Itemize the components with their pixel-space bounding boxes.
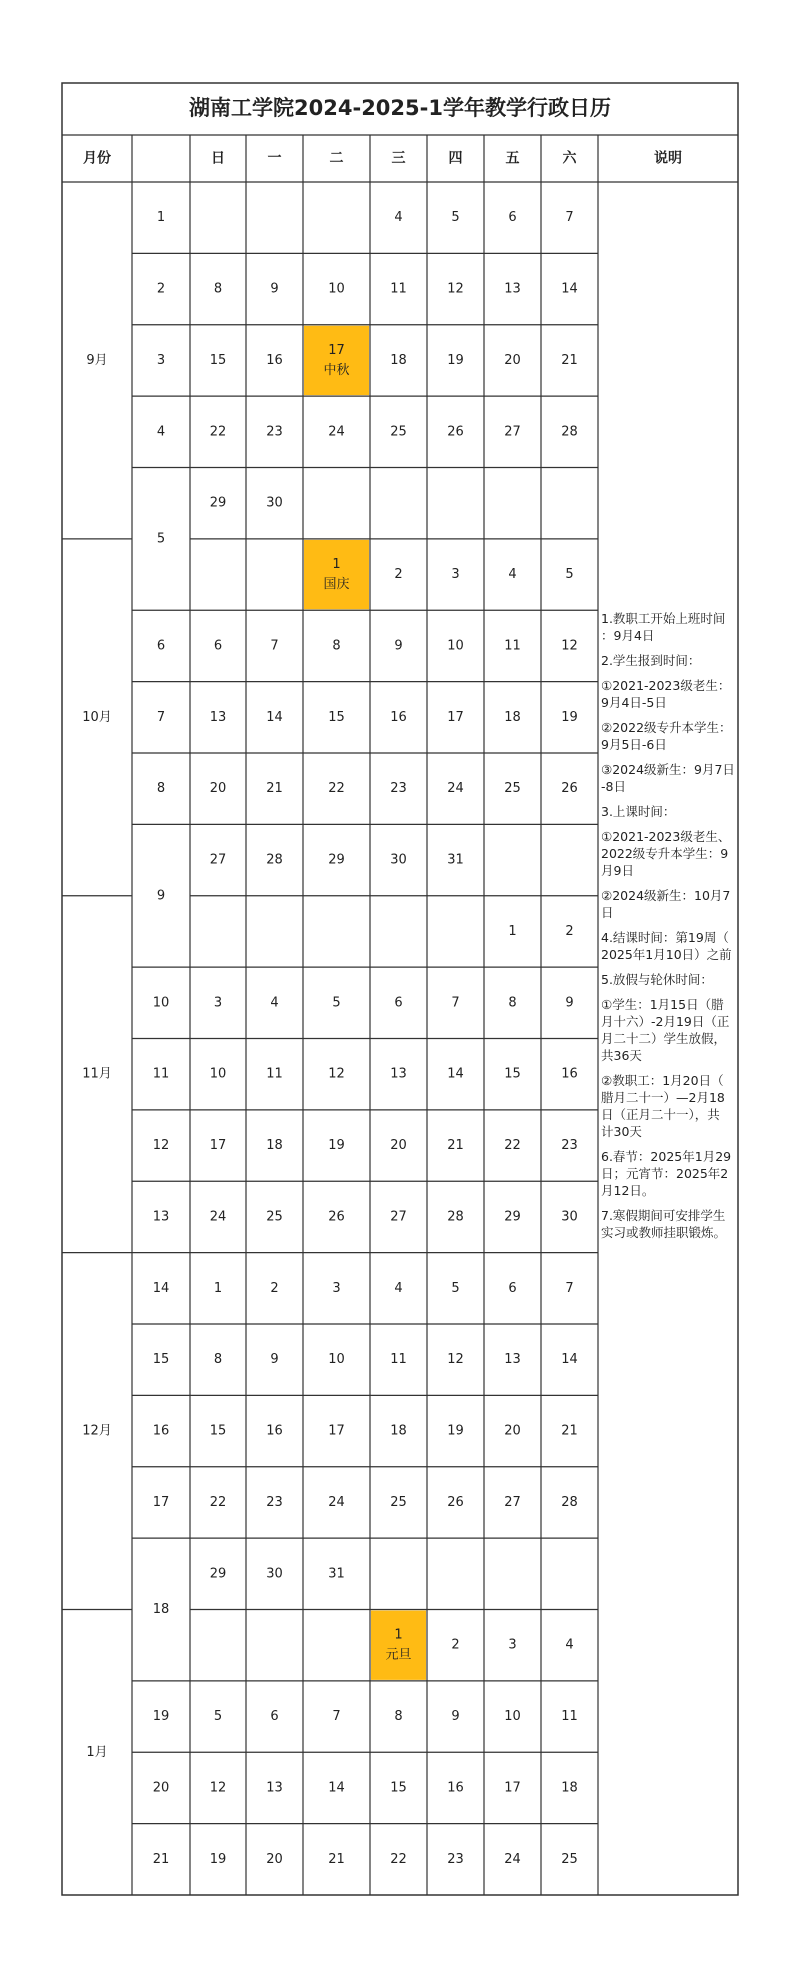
day-cell: 14 (266, 709, 283, 725)
day-cell: 17 (209, 1138, 227, 1154)
day-cell: 30 (266, 1566, 283, 1582)
day-cell: 26 (561, 781, 578, 797)
day-cell: 19 (209, 1851, 227, 1867)
holiday-cell (371, 1611, 426, 1680)
day-cell: 31 (447, 852, 464, 868)
day-cell: 4 (565, 1637, 574, 1653)
day-cell: 15 (209, 1423, 227, 1439)
note-line: 日；元宵节：2025年2 (601, 1166, 729, 1181)
note-line: 2022级专升本学生：9 (601, 846, 729, 861)
day-cell: 22 (328, 781, 345, 797)
day-cell: 23 (390, 781, 407, 797)
day-cell: 21 (328, 1851, 345, 1867)
month-label: 12月 (82, 1423, 112, 1439)
week-number: 21 (152, 1851, 170, 1867)
day-cell: 10 (504, 1709, 521, 1725)
day-cell: 6 (508, 210, 517, 226)
holiday-cell (304, 540, 369, 609)
day-cell: 19 (447, 1423, 464, 1439)
day-cell: 30 (266, 495, 283, 511)
page-title: 湖南工学院2024-2025-1学年教学行政日历 (189, 96, 611, 120)
day-cell: 9 (270, 1352, 279, 1368)
highlight-layer (304, 326, 426, 1680)
note-line: 计30天 (601, 1124, 642, 1139)
note-line: 9月5日-6日 (601, 737, 667, 752)
day-cell: 30 (561, 1209, 578, 1225)
day-cell: 25 (504, 781, 521, 797)
day-cell: 12 (561, 638, 578, 654)
day-cell: 24 (209, 1209, 227, 1225)
day-cell: 29 (209, 1566, 227, 1582)
month-label: 1月 (86, 1744, 108, 1760)
holiday-date: 1 (394, 1627, 403, 1643)
day-cell: 26 (328, 1209, 345, 1225)
day-cell: 4 (394, 210, 403, 226)
day-cell: 13 (504, 1352, 521, 1368)
day-cell: 12 (328, 1066, 345, 1082)
day-cell: 17 (504, 1780, 521, 1796)
header-cell: 六 (562, 150, 577, 167)
note-line: 日（正月二十一），共 (601, 1107, 720, 1122)
day-cell: 9 (394, 638, 403, 654)
day-cell: 18 (266, 1138, 283, 1154)
note-line: 1.教职工开始上班时间 (601, 611, 726, 626)
note-line: ①2021-2023级老生、 (601, 829, 731, 844)
day-cell: 29 (209, 495, 227, 511)
day-cell: 3 (508, 1637, 517, 1653)
day-cell: 20 (504, 352, 521, 368)
header-cell: 二 (329, 150, 344, 167)
note-line: 月十六）-2月19日（正 (601, 1014, 730, 1029)
day-cell: 7 (451, 995, 460, 1011)
day-cell: 21 (561, 1423, 578, 1439)
day-cell: 24 (504, 1851, 521, 1867)
week-number: 7 (156, 709, 166, 725)
day-cell: 15 (209, 352, 227, 368)
day-cell: 2 (270, 1280, 279, 1296)
day-cell: 5 (451, 1280, 460, 1296)
day-cell: 21 (447, 1138, 464, 1154)
day-cell: 22 (504, 1138, 521, 1154)
note-line: ①2021-2023级老生： (601, 678, 731, 693)
week-number: 10 (152, 995, 170, 1011)
note-line: 2025年1月10日）之前 (601, 947, 732, 962)
holiday-cell (304, 326, 369, 395)
day-cell: 8 (213, 281, 223, 297)
day-cell: 20 (504, 1423, 521, 1439)
day-cell: 7 (565, 210, 574, 226)
day-cell: 6 (508, 1280, 517, 1296)
note-line: 6.春节：2025年1月29 (601, 1149, 732, 1164)
note-line: 4.结课时间：第19周（ (601, 930, 729, 945)
day-cell: 24 (328, 1494, 345, 1510)
note-line: 2.学生报到时间： (601, 653, 701, 668)
day-cell: 13 (390, 1066, 407, 1082)
day-cell: 1 (213, 1280, 223, 1296)
day-cell: 3 (213, 995, 223, 1011)
day-cell: 27 (390, 1209, 407, 1225)
note-line: 共36天 (601, 1048, 642, 1063)
day-cell: 17 (447, 709, 464, 725)
day-cell: 18 (390, 1423, 407, 1439)
week-number: 3 (156, 352, 166, 368)
note-line: 月二十二）学生放假， (601, 1031, 727, 1046)
day-cell: 19 (447, 352, 464, 368)
day-cell: 25 (561, 1851, 578, 1867)
day-cell: 26 (447, 424, 464, 440)
day-cell: 31 (328, 1566, 345, 1582)
day-cell: 18 (390, 352, 407, 368)
week-number: 11 (152, 1066, 170, 1082)
day-cell: 14 (328, 1780, 345, 1796)
day-cell: 30 (390, 852, 407, 868)
day-cell: 17 (328, 1423, 345, 1439)
note-line: 月9日 (601, 863, 634, 878)
note-line: 7.寒假期间可安排学生 (601, 1208, 726, 1223)
day-cell: 13 (209, 709, 227, 725)
header-cell: 一 (267, 150, 282, 167)
day-cell: 16 (266, 1423, 283, 1439)
note-line: 5.放假与轮休时间： (601, 972, 713, 987)
day-cell: 7 (332, 1709, 341, 1725)
day-cell: 10 (328, 1352, 345, 1368)
note-line: ：9月4日 (601, 628, 655, 643)
day-cell: 13 (504, 281, 521, 297)
week-number: 16 (152, 1423, 170, 1439)
day-cell: 11 (266, 1066, 283, 1082)
day-cell: 20 (266, 1851, 283, 1867)
day-cell: 28 (266, 852, 283, 868)
note-line: ②2022级专升本学生： (601, 720, 732, 735)
day-cell: 2 (565, 923, 574, 939)
week-number: 12 (152, 1138, 170, 1154)
day-cell: 2 (394, 567, 403, 583)
day-cell: 27 (209, 852, 227, 868)
day-cell: 14 (561, 1352, 578, 1368)
day-cell: 8 (213, 1352, 223, 1368)
month-label: 11月 (82, 1066, 112, 1082)
note-line: 3.上课时间： (601, 804, 676, 819)
note-line: ②教职工：1月20日（ (601, 1073, 724, 1088)
month-label: 9月 (86, 352, 108, 368)
day-cell: 7 (565, 1280, 574, 1296)
note-line: ③2024级新生：9月7日 (601, 762, 735, 777)
day-cell: 12 (447, 1352, 464, 1368)
day-cell: 14 (447, 1066, 464, 1082)
day-cell: 19 (328, 1138, 345, 1154)
day-cell: 23 (561, 1138, 578, 1154)
day-cell: 10 (209, 1066, 227, 1082)
week-number: 17 (152, 1494, 170, 1510)
day-cell: 5 (213, 1709, 223, 1725)
day-cell: 22 (209, 424, 227, 440)
day-cell: 9 (270, 281, 279, 297)
header-cell: 月份 (83, 150, 111, 167)
holiday-date: 1 (332, 557, 341, 573)
note-line: 月12日。 (601, 1183, 655, 1198)
day-cell: 6 (213, 638, 223, 654)
note-line: 腊月二十一）—2月18 (601, 1090, 725, 1105)
day-cell: 28 (561, 424, 578, 440)
day-cell: 23 (266, 1494, 283, 1510)
day-cell: 23 (266, 424, 283, 440)
week-number: 15 (152, 1352, 170, 1368)
day-cell: 22 (209, 1494, 227, 1510)
note-line: 实习或教师挂职锻炼。 (601, 1225, 727, 1240)
day-cell: 9 (565, 995, 574, 1011)
notes-column (601, 611, 735, 1240)
day-cell: 5 (332, 995, 341, 1011)
day-cell: 15 (504, 1066, 521, 1082)
day-cell: 2 (451, 1637, 460, 1653)
header-cell: 四 (448, 150, 463, 167)
day-cell: 5 (565, 567, 574, 583)
day-cell: 4 (508, 567, 517, 583)
week-number: 20 (152, 1780, 170, 1796)
day-cell: 27 (504, 424, 521, 440)
day-cell: 28 (447, 1209, 464, 1225)
week-number: 13 (152, 1209, 170, 1225)
day-cell: 7 (270, 638, 279, 654)
day-cell: 16 (266, 352, 283, 368)
note-line: 9月4日-5日 (601, 695, 667, 710)
day-cell: 6 (270, 1709, 279, 1725)
day-cell: 11 (390, 281, 407, 297)
note-line: ①学生：1月15日（腊 (601, 997, 724, 1012)
day-cell: 23 (447, 1851, 464, 1867)
day-cell: 4 (270, 995, 279, 1011)
header-cell: 三 (391, 150, 406, 167)
day-cell: 1 (508, 923, 517, 939)
day-cell: 8 (508, 995, 517, 1011)
header-cell: 五 (505, 150, 520, 167)
header-cell: 说明 (654, 150, 682, 167)
day-cell: 10 (328, 281, 345, 297)
day-cell: 16 (390, 709, 407, 725)
day-cell: 16 (561, 1066, 578, 1082)
holiday-name: 元旦 (385, 1647, 412, 1663)
holiday-date: 17 (328, 342, 345, 358)
day-cell: 12 (209, 1780, 227, 1796)
day-cell: 6 (394, 995, 403, 1011)
day-cell: 8 (394, 1709, 403, 1725)
week-number: 6 (156, 638, 166, 654)
day-cell: 24 (447, 781, 464, 797)
day-cell: 18 (561, 1780, 578, 1796)
day-cell: 16 (447, 1780, 464, 1796)
week-number: 9 (156, 888, 166, 904)
month-label: 10月 (82, 709, 112, 725)
week-number: 1 (156, 210, 166, 226)
note-line: ②2024级新生：10月7 (601, 888, 731, 903)
header-cell: 日 (211, 150, 225, 167)
day-cell: 9 (451, 1709, 460, 1725)
day-cell: 24 (328, 424, 345, 440)
day-cell: 25 (390, 1494, 407, 1510)
day-cell: 25 (266, 1209, 283, 1225)
day-cell: 14 (561, 281, 578, 297)
week-number: 19 (152, 1709, 170, 1725)
day-cell: 19 (561, 709, 578, 725)
day-cell: 4 (394, 1280, 403, 1296)
day-cell: 12 (447, 281, 464, 297)
day-cell: 22 (390, 1851, 407, 1867)
week-number: 4 (156, 424, 166, 440)
day-cell: 20 (209, 781, 227, 797)
day-cell: 10 (447, 638, 464, 654)
holiday-name: 中秋 (323, 362, 350, 378)
day-cell: 28 (561, 1494, 578, 1510)
day-cell: 27 (504, 1494, 521, 1510)
day-cell: 29 (328, 852, 345, 868)
day-cell: 8 (332, 638, 341, 654)
week-number: 14 (152, 1280, 170, 1296)
day-cell: 21 (266, 781, 283, 797)
day-cell: 3 (332, 1280, 341, 1296)
note-line: -8日 (601, 779, 626, 794)
day-cell: 3 (451, 567, 460, 583)
day-cell: 20 (390, 1138, 407, 1154)
holiday-name: 国庆 (323, 577, 350, 593)
day-cell: 18 (504, 709, 521, 725)
day-cell: 11 (561, 1709, 578, 1725)
note-line: 日 (601, 905, 614, 920)
day-cell: 15 (390, 1780, 407, 1796)
week-number: 18 (152, 1602, 170, 1617)
day-cell: 11 (504, 638, 521, 654)
week-number: 8 (156, 781, 166, 797)
week-number: 5 (156, 531, 166, 547)
day-cell: 21 (561, 352, 578, 368)
day-cell: 13 (266, 1780, 283, 1796)
day-cell: 26 (447, 1494, 464, 1510)
day-cell: 5 (451, 210, 460, 226)
day-cell: 29 (504, 1209, 521, 1225)
day-cell: 25 (390, 424, 407, 440)
day-cell: 15 (328, 709, 345, 725)
week-number: 2 (156, 281, 166, 297)
day-cell: 11 (390, 1352, 407, 1368)
